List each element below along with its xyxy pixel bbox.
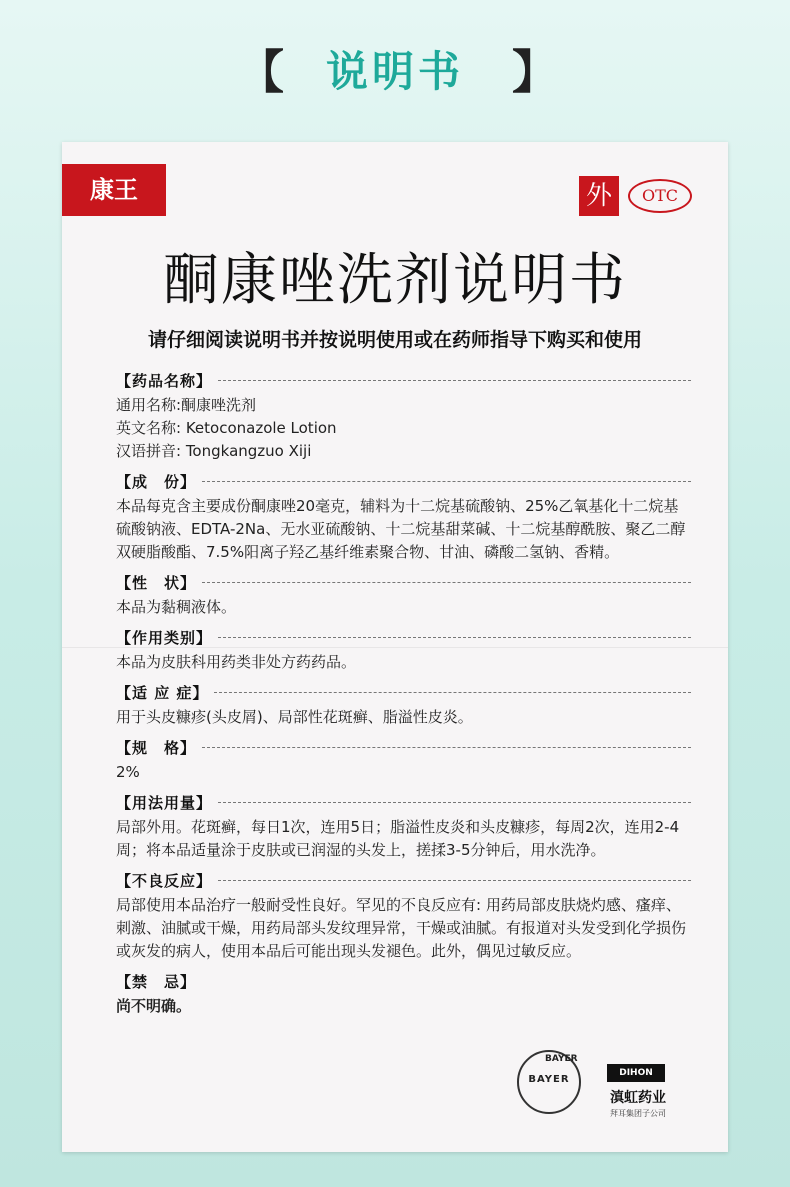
section-label: 【不良反应】: [116, 871, 213, 890]
section-label: 【用法用量】: [116, 793, 213, 812]
section-indications: [116, 680, 691, 729]
section-text: 用于头皮糠疹(头皮屑)、局部性花斑癣、脂溢性皮炎。: [116, 708, 473, 726]
page-header: [0, 38, 790, 108]
section-text: 2%: [116, 763, 140, 781]
instruction-sheet: [62, 142, 728, 1152]
section-contraindications: [116, 969, 691, 1018]
section-label: 【药品名称】: [116, 371, 213, 390]
dashed-divider: [218, 802, 691, 803]
section-text: 英文名称: Ketoconazole Lotion: [116, 419, 337, 437]
section-dosage: [116, 790, 691, 862]
dashed-divider: [202, 582, 691, 583]
dihon-logo: DIHON: [607, 1064, 665, 1082]
bayer-cross-logo: [517, 1050, 581, 1114]
section-ingredients: [116, 469, 691, 564]
dashed-divider: [202, 747, 691, 748]
section-text: 局部外用。花斑癣，每日1次，连用5日；脂溢性皮炎和头皮糠疹，每周2次，连用2-4 周；将本品适量涂于皮肤或已润湿的头发上，搓揉3-5分钟后，用水洗净。: [116, 818, 680, 859]
section-label: 【性 状】: [116, 573, 197, 592]
bayer-logo-horizontal: BAYER: [528, 1074, 570, 1085]
section-adverse-reactions: [116, 868, 691, 963]
brand-logo: 康王: [62, 164, 166, 216]
otc-badge: OTC: [628, 179, 692, 213]
section-text: 通用名称:酮康唑洗剂: [116, 396, 257, 414]
section-text: 本品每克含主要成份酮康唑20毫克，辅料为十二烷基硫酸钠、25%乙氧基化十二烷基硫酸钠液、EDTA-2Na、无水亚硫酸钠、十二烷基甜菜碱、十二烷基醇酰胺、聚乙二醇双硬脂酸酯、7.5%阳离子羟乙基纤维素聚合物、甘油、磷酸二氢钠、香精。: [116, 497, 686, 561]
section-specification: [116, 735, 691, 784]
dashed-divider: [218, 637, 691, 638]
dihon-subtitle: 拜耳集团子公司: [610, 1109, 666, 1118]
section-label: 【成 份】: [116, 472, 197, 491]
section-text: 本品为黏稠液体。: [116, 598, 237, 616]
bayer-logo-vertical: BAYER: [545, 1054, 578, 1064]
dashed-divider: [218, 380, 691, 381]
section-label: 【规 格】: [116, 738, 197, 757]
page-title: 说明书: [325, 47, 464, 96]
section-text: 汉语拼音: Tongkangzuo Xiji: [116, 442, 312, 460]
section-label: 【作用类别】: [116, 628, 213, 647]
right-bracket: 】: [512, 45, 558, 99]
sections-container: [116, 368, 691, 1024]
dashed-divider: [214, 692, 691, 693]
document-subtitle: 请仔细阅读说明书并按说明使用或在药师指导下购买和使用: [147, 329, 642, 351]
section-drug-name: [116, 368, 691, 463]
section-text: 本品为皮肤科用药类非处方药药品。: [116, 653, 357, 671]
section-category: [116, 625, 691, 674]
left-bracket: 【: [238, 45, 284, 99]
document-title: 酮康唑洗剂说明书: [163, 248, 627, 313]
external-use-badge: 外: [579, 176, 619, 216]
section-label: 【适 应 症】: [116, 683, 209, 702]
section-text: 局部使用本品治疗一般耐受性良好。罕见的不良反应有: 用药局部皮肤烧灼感、瘙痒、刺激、油腻或干燥，用药局部头发纹理异常，干燥或油腻。有报道对头发受到化学损伤或灰发的病人，使用本品后可能出现头发褪色。此外，偶见过敏反应。: [116, 896, 687, 960]
dihon-company-name: 滇虹药业: [610, 1090, 666, 1106]
dashed-divider: [218, 880, 691, 881]
section-label: 【禁 忌】: [116, 972, 197, 991]
dashed-divider: [202, 481, 691, 482]
section-text: 尚不明确。: [116, 997, 192, 1015]
section-properties: [116, 570, 691, 619]
